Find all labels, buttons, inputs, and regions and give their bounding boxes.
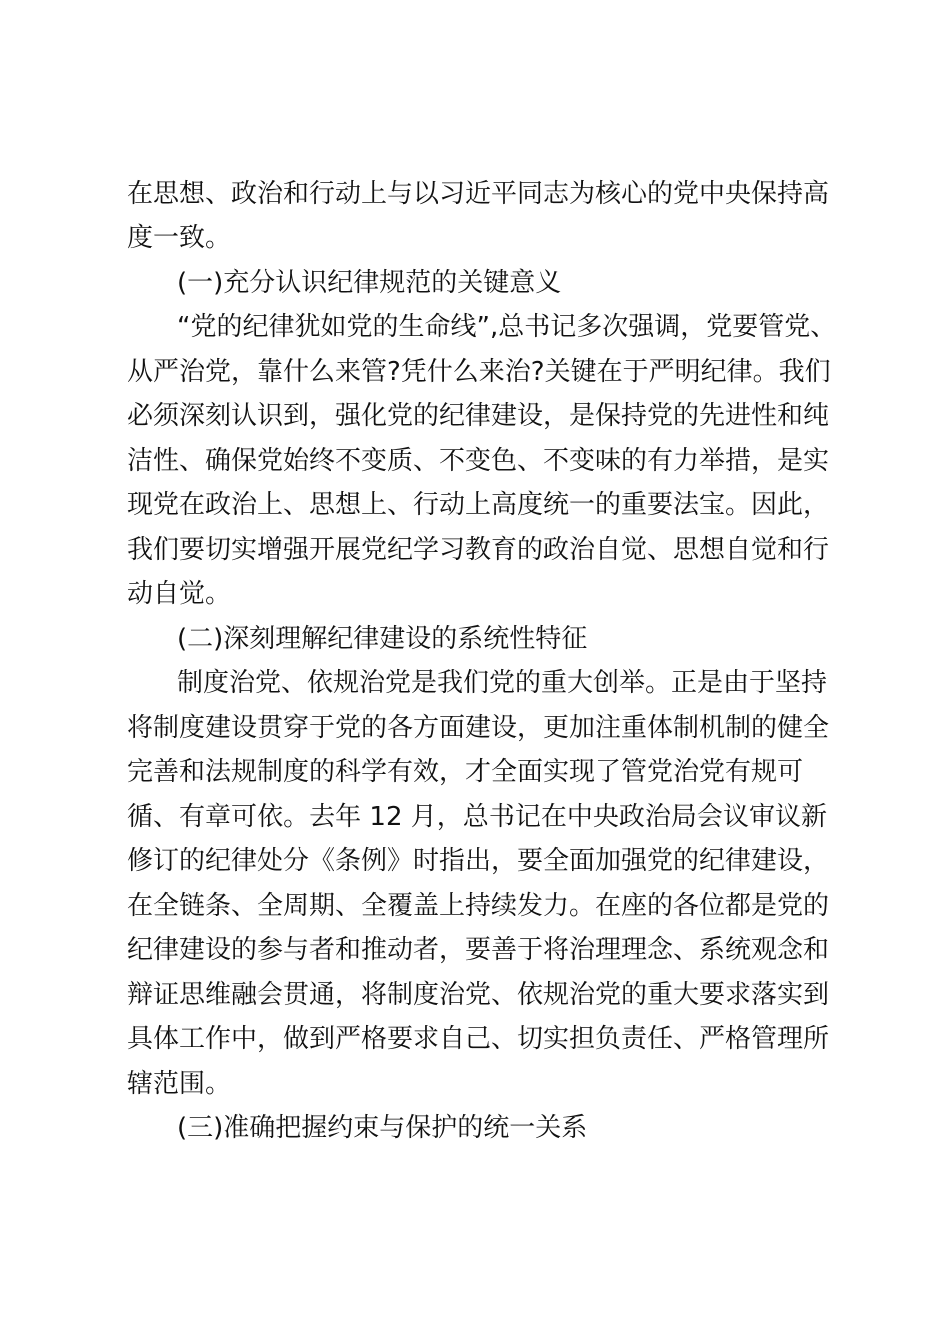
- text-line: 修订的纪律处分《条例》时指出，要全面加强党的纪律建设，: [127, 846, 830, 876]
- text-line: 完善和法规制度的科学有效，才全面实现了管党治党有规可: [127, 757, 804, 787]
- text-line: 将制度建设贯穿于党的各方面建设，更加注重体制机制的健全: [127, 713, 830, 743]
- section-heading: (三)准确把握约束与保护的统一关系: [177, 1113, 588, 1143]
- text-line: 辩证思维融会贯通，将制度治党、依规治党的重大要求落实到: [127, 980, 830, 1010]
- text-line: 在思想、政治和行动上与以习近平同志为核心的党中央保持高: [127, 179, 830, 209]
- text-line: 动自觉。: [127, 579, 232, 609]
- text-line: 辖范围。: [127, 1069, 232, 1099]
- section-heading: (一)充分认识纪律规范的关键意义: [177, 268, 562, 298]
- text-line: “党的纪律犹如党的生命线”,总书记多次强调，党要管党、: [177, 312, 837, 342]
- text-line: 制度治党、依规治党是我们党的重大创举。正是由于坚持: [177, 668, 828, 698]
- section-heading: (二)深刻理解纪律建设的系统性特征: [177, 624, 588, 654]
- text-line: 必须深刻认识到，强化党的纪律建设，是保持党的先进性和纯: [127, 401, 830, 431]
- text-line: 从严治党，靠什么来管?凭什么来治?关键在于严明纪律。我们: [127, 357, 831, 387]
- text-line: 现党在政治上、思想上、行动上高度统一的重要法宝。因此，: [127, 490, 830, 520]
- text-line: 洁性、确保党始终不变质、不变色、不变味的有力举措，是实: [127, 446, 830, 476]
- text-line: 度一致。: [127, 223, 232, 253]
- text-line: 在全链条、全周期、全覆盖上持续发力。在座的各位都是党的: [127, 891, 830, 921]
- text-line: 纪律建设的参与者和推动者，要善于将治理理念、系统观念和: [127, 935, 830, 965]
- text-line: 我们要切实增强开展党纪学习教育的政治自觉、思想自觉和行: [127, 535, 830, 565]
- text-line: 循、有章可依。去年 12 月，总书记在中央政治局会议审议新: [127, 802, 827, 832]
- text-line: 具体工作中，做到严格要求自己、切实担负责任、严格管理所: [127, 1024, 830, 1054]
